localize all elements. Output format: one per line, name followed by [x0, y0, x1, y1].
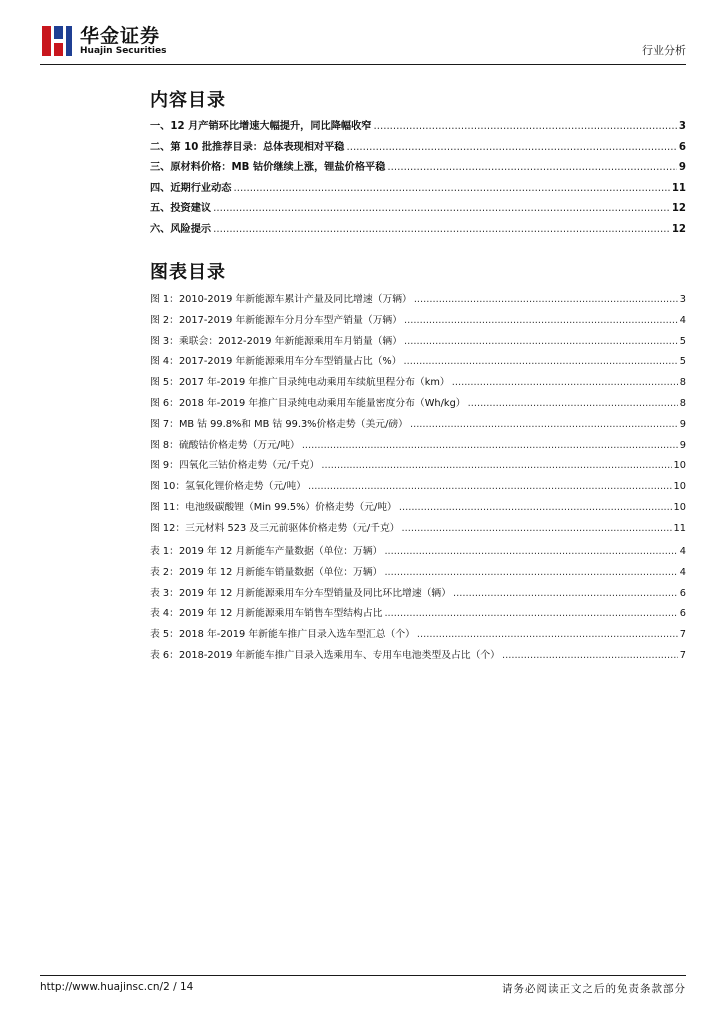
- toc-title: 内容目录: [150, 90, 226, 111]
- header-divider: [40, 64, 686, 65]
- table-entry[interactable]: 表 2：2019 年 12 月新能车销量数据（单位：万辆） ..... 4: [150, 564, 686, 585]
- logo-chinese-name: 华金证券: [80, 24, 161, 47]
- figure-entry[interactable]: 图 2：2017-2019 年新能源车分月分车型产销量（万辆） ..... 4: [150, 312, 686, 333]
- huajin-logo-icon: [40, 24, 74, 58]
- figures-title: 图表目录: [150, 262, 226, 283]
- footer-url-page[interactable]: http://www.huajinsc.cn/2 / 14: [40, 981, 194, 993]
- figure-entry[interactable]: 图 10：氢氧化锂价格走势（元/吨） ..... 10: [150, 478, 686, 499]
- toc-entry[interactable]: 六、风险提示 ..... 12: [150, 220, 686, 241]
- toc-entry[interactable]: 二、第 10 批推荐目录：总体表现相对平稳 ..... 6: [150, 138, 686, 159]
- figure-entry[interactable]: 图 4：2017-2019 年新能源乘用车分车型销量占比（%） ..... 5: [150, 353, 686, 374]
- table-list: [150, 543, 686, 668]
- page-header: [40, 24, 686, 64]
- toc-entry[interactable]: 四、近期行业动态 ..... 11: [150, 179, 686, 200]
- figure-entry[interactable]: 图 9：四氧化三钴价格走势（元/千克） ..... 10: [150, 457, 686, 478]
- table-of-contents: [150, 117, 686, 241]
- figure-entry[interactable]: 图 6：2018 年-2019 年推广目录纯电动乘用车能量密度分布（Wh/kg） ..... 8: [150, 395, 686, 416]
- toc-entry[interactable]: 三、原材料价格：MB 钴价继续上涨，锂盐价格平稳 ..... 9: [150, 158, 686, 179]
- toc-entry[interactable]: 一、12 月产销环比增速大幅提升，同比降幅收窄 ..... 3: [150, 117, 686, 138]
- table-entry[interactable]: 表 4：2019 年 12 月新能源乘用车销售车型结构占比 ..... 6: [150, 605, 686, 626]
- figure-entry[interactable]: 图 12：三元材料 523 及三元前驱体价格走势（元/千克） ..... 11: [150, 520, 686, 541]
- table-entry[interactable]: 表 1：2019 年 12 月新能车产量数据（单位：万辆） ..... 4: [150, 543, 686, 564]
- toc-entry[interactable]: 五、投资建议 ..... 12: [150, 199, 686, 220]
- figure-entry[interactable]: 图 8：硫酸钴价格走势（万元/吨） ..... 9: [150, 437, 686, 458]
- logo-english-name: Huajin Securities: [80, 45, 167, 56]
- figure-entry[interactable]: 图 7：MB 钴 99.8%和 MB 钴 99.3%价格走势（美元/磅） ..... 9: [150, 416, 686, 437]
- table-entry[interactable]: 表 5：2018 年-2019 年新能车推广目录入选车型汇总（个） ..... 7: [150, 626, 686, 647]
- figure-entry[interactable]: 图 11：电池级碳酸锂（Min 99.5%）价格走势（元/吨） ..... 10: [150, 499, 686, 520]
- table-entry[interactable]: 表 3：2019 年 12 月新能源乘用车分车型销量及同比环比增速（辆） ..... 6: [150, 585, 686, 606]
- company-logo: [40, 24, 166, 58]
- footer-disclaimer: 请务必阅读正文之后的免责条款部分: [502, 983, 686, 995]
- figure-entry[interactable]: 图 1：2010-2019 年新能源车累计产量及同比增速（万辆） ..... 3: [150, 291, 686, 312]
- footer-divider: [40, 975, 686, 976]
- table-entry[interactable]: 表 6：2018-2019 年新能车推广目录入选乘用车、专用车电池类型及占比（个） ..... 7: [150, 647, 686, 668]
- report-category: 行业分析: [642, 44, 686, 57]
- figure-list: [150, 291, 686, 541]
- figure-entry[interactable]: 图 5：2017 年-2019 年推广目录纯电动乘用车续航里程分布（km） ..... 8: [150, 374, 686, 395]
- figure-entry[interactable]: 图 3：乘联会：2012-2019 年新能源乘用车月销量（辆） ..... 5: [150, 333, 686, 354]
